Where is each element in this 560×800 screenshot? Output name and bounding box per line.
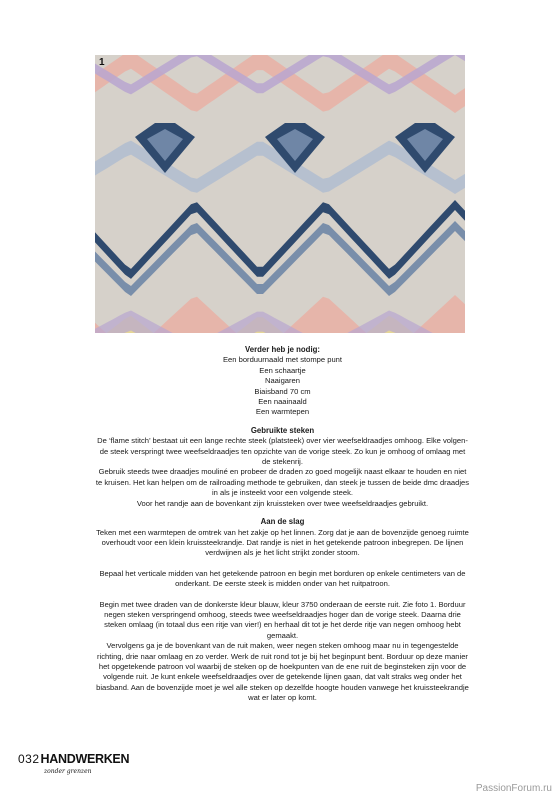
stitches-line: in als je insteekt voor een volgende steek. <box>212 488 353 498</box>
stitches-line: De ‘flame stitch’ bestaat uit een lange rechte steek (platsteek) over vier weefseldraadjes omhoog. Elke volgen- <box>97 436 468 446</box>
stitches-line: te kruisen. Het kan helpen om de railroading methode te gebruiken, dan steek je tussen de beide dmc draadjes <box>95 477 470 487</box>
stitches-line: de stekenrij. <box>262 457 303 467</box>
start-paragraph-3-line: volgende ruit. Je kunt enkele weefseldraadjes over de getekende lijnen gaan, dat valt straks weg onder het <box>103 672 462 682</box>
stitches-line: Gebruik steeds twee draadjes mouliné en probeer de draden zo goed mogelijk naast elkaar te houden en niet <box>98 467 467 477</box>
start-paragraph-3-line: het opgetekende patroon vol waarbij de steken op de hoekpunten van de ene ruit de beginsteken zijn voor de <box>98 661 467 671</box>
supply-item: Naaigaren <box>264 376 301 386</box>
supplies-heading: Verder heb je nodig: <box>245 345 320 354</box>
stitches-line: Voor het randje aan de bovenkant zijn kruissteken over twee weefseldraadjes gebruikt. <box>136 498 429 508</box>
start-paragraph-3-line: steken omlaag (in totaal dus een ritje van vier!) en herhaal dit tot je het derde ritje van negen omhoog hebt <box>104 620 461 630</box>
start-paragraph-3-line: negen steken verspringend omhoog, steeds twee weefseldraadjes hoger dan de vorige steek. Daarna drie <box>104 609 461 619</box>
supply-item: Biaisband 70 cm <box>254 386 311 396</box>
magazine-brand: HANDWERKEN <box>40 752 130 766</box>
start-paragraph-2-line: Bepaal het verticale midden van het getekende patroon en begin met borduren op enkele centimeters van de <box>99 568 466 578</box>
flame-stitch-pattern-image <box>95 55 465 333</box>
stitches-section <box>55 426 510 509</box>
stitches-heading: Gebruikte steken <box>250 425 315 435</box>
start-paragraph-3-line: Begin met twee draden van de donkerste kleur blauw, kleur 3750 onderaan de eerste ruit. Zie foto 1. Borduur <box>99 599 466 609</box>
start-paragraph-3-line: gemaakt. <box>266 630 299 640</box>
photo-number: 1 <box>99 57 105 68</box>
watermark: PassionForum.ru <box>475 783 552 794</box>
start-paragraph-3-line: Vervolgens ga je de bovenkant van de ruit maken, weer negen steken omhoog maar nu in tegengestelde <box>106 641 459 651</box>
article-body <box>55 345 510 704</box>
supplies-section <box>55 345 510 418</box>
start-paragraph-1-line: verdwijnen als je het licht strijkt zonder stoom. <box>205 548 360 558</box>
stitches-line: de steek verspringt twee weefseldraadjes ten opzichte van de vorige steek. Zo kun je omhoog of omlaag met <box>99 446 466 456</box>
page-footer <box>18 752 129 766</box>
start-section <box>55 517 510 704</box>
start-paragraph-3-line: richting, drie naar omlaag en zo verder. Werk de ruit rond tot je bij het beginpunt bent. Borduur op deze manier <box>97 651 468 661</box>
start-paragraph-1-line: overhoudt voor een klein kruissteekrandje. Dat randje is niet in het getekende patroon inbegrepen. De lijnen <box>101 537 464 547</box>
supply-item: Een warmtepen <box>255 407 310 417</box>
start-heading: Aan de slag <box>260 517 305 527</box>
start-paragraph-3-line: wat er later op komt. <box>248 693 317 703</box>
supply-item: Een borduurnaald met stompe punt <box>222 355 343 365</box>
supply-item: Een naainaald <box>258 397 307 407</box>
linen-background <box>95 55 465 333</box>
start-paragraph-3-line: biasband. Aan de bovenzijde moet je wel alle steken op dezelfde hoogte houden vanwege het kruissteekrandje <box>96 682 469 692</box>
start-paragraph-2-line: onderkant. De eerste steek is midden onder van het ruitpatroon. <box>175 579 390 589</box>
start-paragraph-1-line: Teken met een warmtepen de omtrek van het zakje op het linnen. Zorg dat je aan de bovenzijde genoeg ruimte <box>96 527 469 537</box>
embroidery-photo <box>95 55 465 333</box>
magazine-tagline: zonder grenzen <box>44 768 92 775</box>
supply-item: Een schaartje <box>259 365 306 375</box>
page-number: 032 <box>18 752 40 766</box>
